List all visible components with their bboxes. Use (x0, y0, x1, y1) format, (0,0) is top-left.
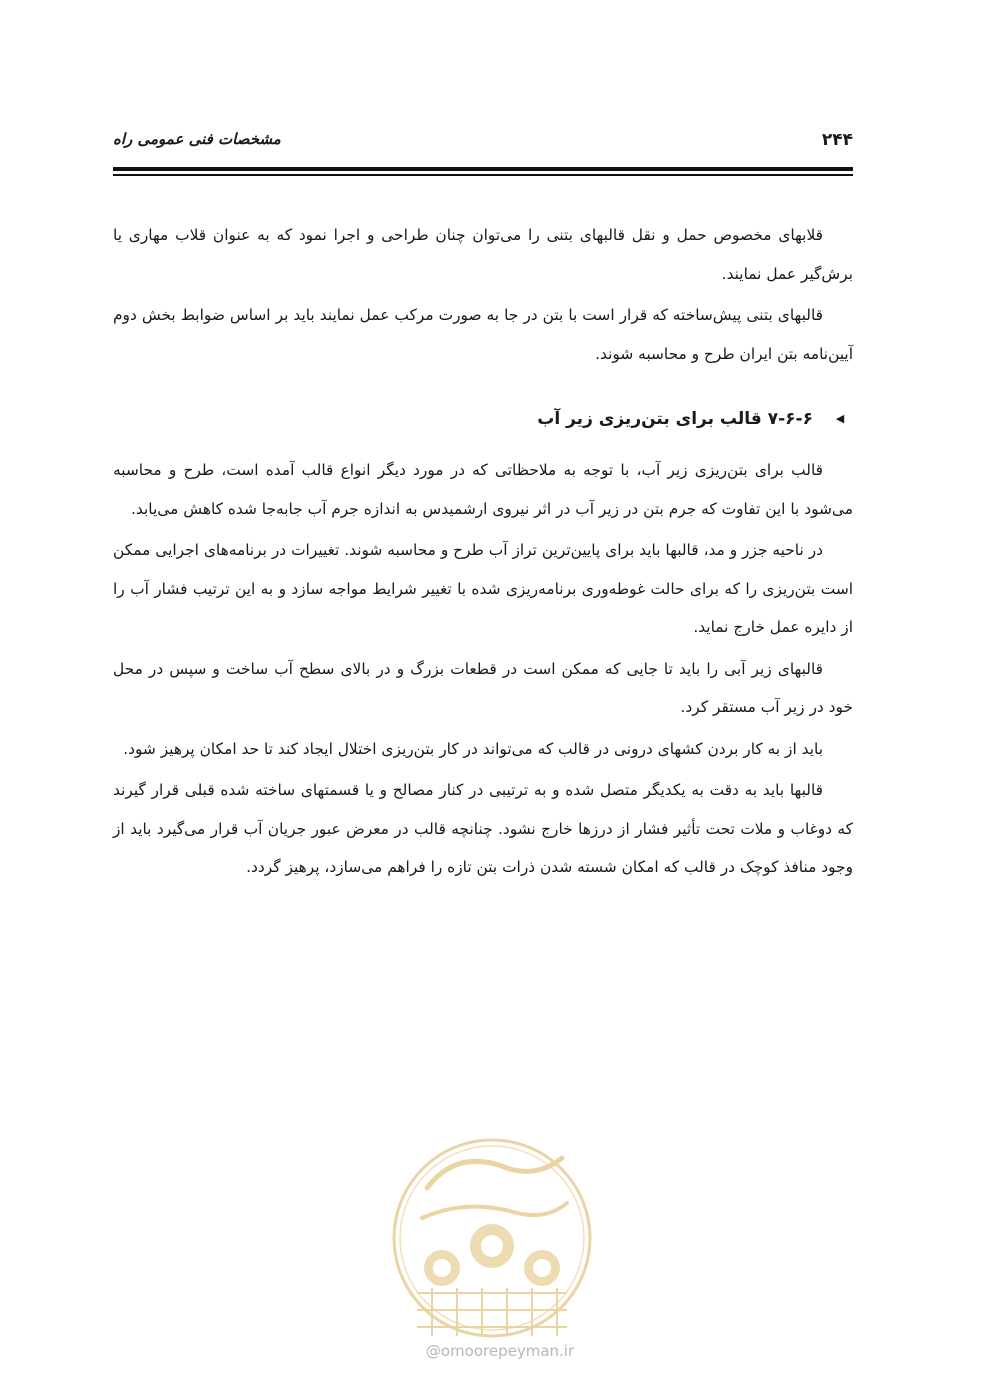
paragraph: باید از به کار بردن کشهای درونی در قالب که می‌تواند در کار بتن‌ریزی اختلال ایجاد کند تا حد امکان پرهیز شود. (123, 739, 823, 758)
paragraph: قالبهای زیر آبی را باید تا جایی که ممکن است در قطعات بزرگ و در بالای سطح آب ساخت و سپس در محل خود در زیر آب مستقر کرد. (113, 659, 853, 716)
paragraph: در ناحیه جزر و مد، قالبها باید برای پایین‌ترین تراز آب طرح و محاسبه شوند. تغییرات در برنامه‌های اجرایی ممکن است بتن‌ریزی را که برای حالت غوطه‌وری برنامه‌ریزی شده با تغییر شرایط مواجه سازد و به این ترتیب فشار آب را از دایره عمل خارج نماید. (113, 541, 853, 636)
bullet-pointer-icon: ◀ (835, 412, 845, 425)
header-rule-thick (113, 167, 853, 171)
paragraph: قالب برای بتن‌ریزی زیر آب، با توجه به ملاحظاتی که در مورد دیگر انواع قالب آمده است، طرح و محاسبه می‌شود با این تفاوت که جرم بتن در زیر آب در اثر نیروی ارشمیدس به اندازه جرم آب جابه‌جا شده کاهش می‌یابد. (113, 461, 853, 518)
paragraph: قالبهای بتنی پیش‌ساخته که قرار است با بتن در جا به صورت مرکب عمل نمایند باید بر اساس ضوابط بخش دوم آیین‌نامه بتن ایران طرح و محاسبه شوند. (113, 306, 853, 363)
body-text (113, 216, 853, 890)
section-heading (113, 400, 853, 438)
paragraph: قالبها باید به دقت به یکدیگر متصل شده و به ترتیبی در کنار مصالح و یا قسمتهای ساخته شده قبلی قرار گیرند که دوغاب و ملات تحت تأثیر فشار از درزها خارج نشود. چنانچه قالب در معرض عبور جریان آب قرار می‌گیرد باید از وجود منافذ کوچک در قالب که امکان شسته شدن ذرات بتن تازه را فراهم می‌سازد، پرهیز گردد. (113, 781, 853, 876)
running-title: مشخصات فنی عمومی راه (113, 130, 281, 148)
page-number: ۲۴۴ (821, 130, 853, 150)
page-header (113, 128, 853, 158)
header-rule-thin (113, 174, 853, 176)
watermark-logo (387, 1128, 597, 1368)
watermark-url: @omoorepeyman.ir (425, 1342, 575, 1360)
section-title: ۷-۶-۶ قالب برای بتن‌ریزی زیر آب (537, 409, 813, 429)
paragraph: قلابهای مخصوص حمل و نقل قالبهای بتنی را می‌توان چنان طراحی و اجرا نمود که به عنوان قلاب مهاری یا برش‌گیر عمل نمایند. (113, 226, 853, 283)
